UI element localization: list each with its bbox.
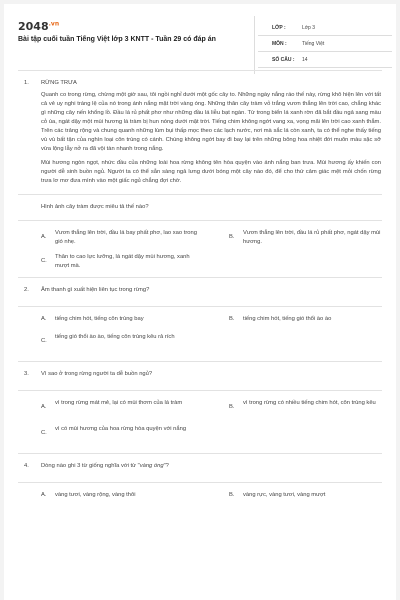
- passage-paragraph-2: Mùi hương ngòn ngọt, nhức đầu của những loài hoa rừng không tên hòa quyện vào ánh nắng ban trưa. Mùi hương ấy khiến con người dễ sinh buồn ngủ. Người ta có thể sẵn sàng ngả lưng dưới bóng một cây nào đó, để cho thứ cảm giác mệt mỏi chốn rừng trưa lơ mơ đưa mình vào một giấc ngủ chẳng đợi chờ.: [41, 160, 381, 184]
- q3-heading: 3. Vì sao ở trong rừng người ta dễ buồn ngủ?: [24, 371, 153, 377]
- header-separator: [18, 70, 382, 71]
- q2-options: A. tiếng chim hót, tiếng côn trùng bay B. tiếng chim hót, tiếng gió thổi ào ào C. tiếng gió thổi ào ào, tiếng côn trùng kêu rả rích: [41, 316, 332, 344]
- document-title: Bài tập cuối tuần Tiếng Việt lớp 3 KNTT - Tuần 29 có đáp án: [18, 36, 216, 43]
- q1-options: A. Vươn thẳng lên trời, đầu lá bay phất phơ, lao xao trong gió nhẹ. B. Vươn thẳng lên trời, đầu lá rủ phất phơ, ngát dậy mùi hương. C. Thân to cao lực lưỡng, lá ngát dậy mùi hương, xanh mượt mà.: [41, 230, 381, 269]
- site-logo[interactable]: $2048^{.vn}$: [18, 20, 60, 33]
- divider: [18, 277, 382, 278]
- worksheet-page: [4, 4, 396, 600]
- divider: [18, 453, 382, 454]
- q4-heading: 4. Dòng nào ghi 3 từ giống nghĩa với từ "vàng óng"?: [24, 463, 169, 469]
- info-row-subject: MÔN : Tiếng Việt: [258, 36, 392, 52]
- divider: [18, 220, 382, 221]
- q1-question: Hình ảnh cây tràm được miêu tả thế nào?: [41, 204, 149, 210]
- worksheet-content: [18, 79, 382, 503]
- divider: [18, 306, 382, 307]
- q1-heading: 1. RỪNG TRƯA: [24, 80, 77, 86]
- passage-paragraph-1: Quanh co trong rừng, chừng một giờ sau, tôi ngồi nghỉ dưới một gốc cây to. Những ngày nắng ráo thế này, rừng khô hiện lên với tất cả vẻ uy nghi tráng lệ của nó trong ánh nắng mặt trời vàng óng. Những thân cây tràm vỏ trắng vươn thẳng lên trời cao, chẳng khác gì những cây nến khổng lồ. Đầu lá rủ phất phơ như những đầu lá liễu bạt ngàn. Từ trong biển lá xanh rờn đã bắt đầu ngả sang màu cỏ úa, ngát dậy một mùi hương lá tràm bị hun nóng dưới mặt trời. Tiếng chim không ngớt vang xa, vọng mãi lên trời cao xanh thẳm. Trên các trảng rộng và chung quanh những lùm bụi thấp mọc theo các lạch nước, nơi mà sắc lá còn xanh, ta có thể nghe thấy tiếng vù vù bất tận của nghìn loại côn trùng có cánh. Chúng không ngớt bay đi bay lại trên những bông hoa nhiệt đới muôn màu sặc sỡ vừa lộng lẫy nở ra đã vội tàn nhanh trong nắng.: [41, 92, 381, 152]
- worksheet-header: [18, 16, 388, 64]
- info-row-class: LỚP : Lớp 3: [258, 20, 392, 36]
- divider: [18, 361, 382, 362]
- divider: [18, 194, 382, 195]
- info-table: [258, 20, 392, 68]
- divider: [18, 482, 382, 483]
- info-row-question-count: SỐ CÂU : 14: [258, 52, 392, 68]
- q4-options: A. vàng tươi, vàng rộng, vàng thôi B. vàng rực, vàng tươi, vàng mượt: [41, 492, 326, 498]
- header-divider: [254, 16, 255, 74]
- q2-heading: 2. Âm thanh gì xuất hiện liên tục trong rừng?: [24, 287, 150, 293]
- q3-options: A. vì trong rừng mát mẻ, lại có mùi thơm của lá tràm B. vì trong rừng có nhiều tiếng chim hót, côn trùng kêu C. vì có mùi hương của hoa rừng hòa quyện với nắng: [41, 400, 376, 436]
- divider: [18, 390, 382, 391]
